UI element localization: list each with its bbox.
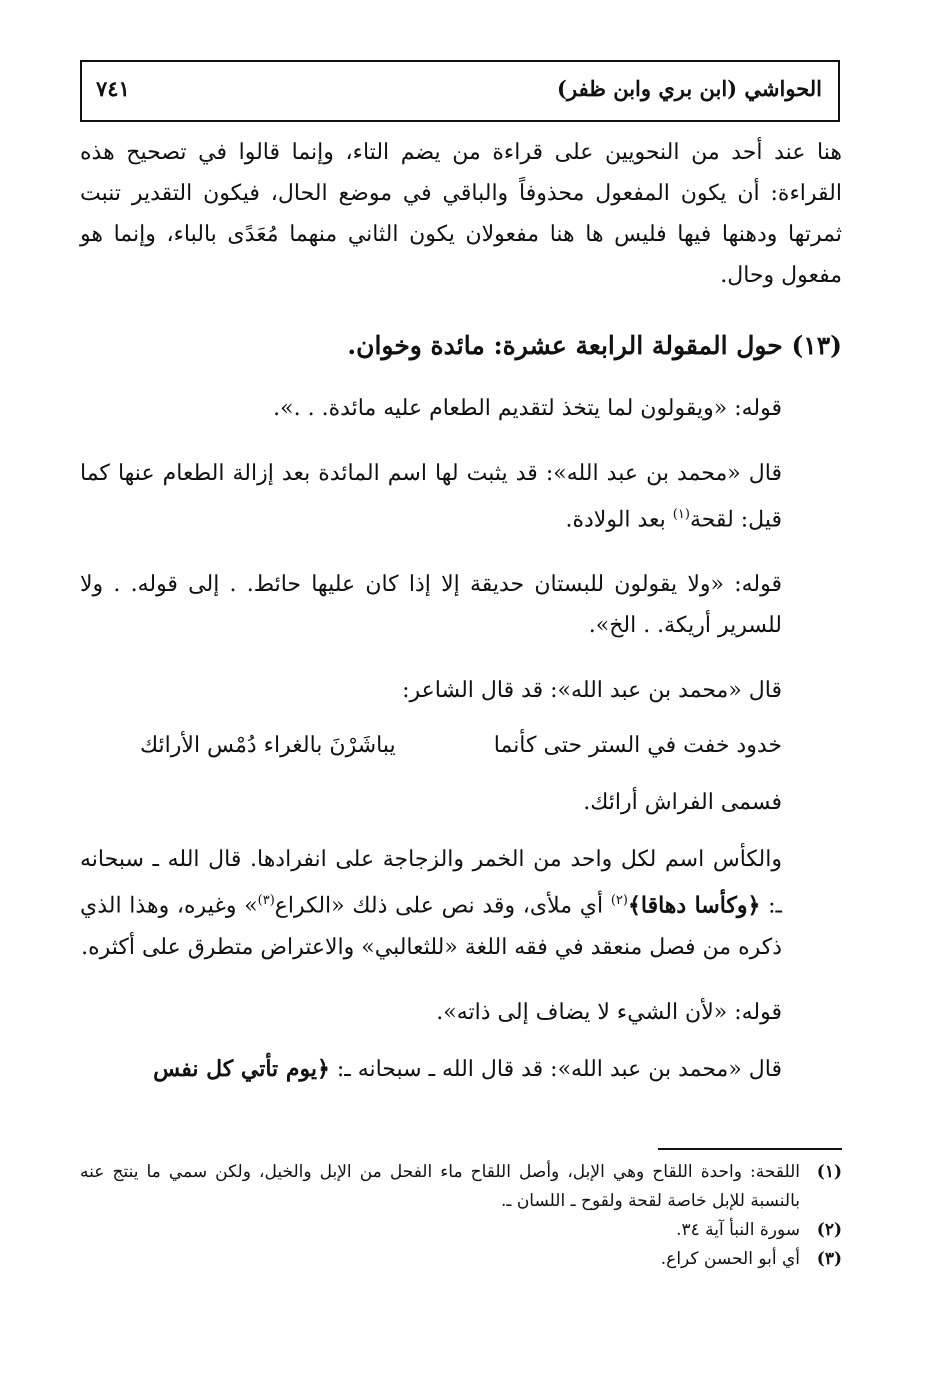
- footnote-1: [80, 1158, 842, 1216]
- footnote-text: سورة النبأ آية ٣٤.: [676, 1220, 800, 1240]
- quran-quote: ﴿وكأسا دهاقا﴾: [627, 892, 761, 919]
- section-heading: (١٣) حول المقولة الرابعة عشرة: مائدة وخوان.: [347, 331, 842, 360]
- paragraph-3: [80, 453, 842, 540]
- footnote-3: [80, 1245, 842, 1274]
- footnote-ref-2[interactable]: (٢): [610, 893, 628, 909]
- verse-second-hemistich: يباشَرْنَ بالغراء دُمْس الأرائك: [140, 733, 396, 759]
- footnote-ref-3[interactable]: (٣): [257, 893, 275, 909]
- paragraph-4: قوله: «ولا يقولون للبستان حديقة إلا إذا كان عليها حائط. . إلى قوله. . ولا للسرير أريكة. . الخ».: [80, 572, 782, 639]
- main-text: [80, 132, 842, 1090]
- paragraph-3-text-a: قال «محمد بن عبد الله»: قد يثبت لها اسم المائدة بعد إزالة الطعام عنها كما قيل: لقحة: [80, 461, 782, 533]
- paragraph-6: فسمى الفراش أرائك.: [583, 790, 782, 816]
- footnote-number: (٢): [816, 1220, 842, 1240]
- paragraph-8: قوله: «لأن الشيء لا يضاف إلى ذاته».: [436, 999, 782, 1025]
- paragraph-9-text-a: قال «محمد بن عبد الله»: قد قال الله ـ سبحانه ـ:: [329, 1056, 782, 1082]
- quran-quote-2: ﴿يوم تأتي كل نفس: [153, 1055, 330, 1082]
- paragraph-5: قال «محمد بن عبد الله»: قد قال الشاعر:: [402, 678, 782, 704]
- footnote-ref-1[interactable]: (١): [672, 507, 690, 522]
- verse-first-hemistich: خدود خفت في الستر حتى كأنما: [493, 733, 782, 759]
- footnotes: [80, 1158, 842, 1274]
- page-header: [80, 60, 840, 122]
- footnote-text: اللقحة: واحدة اللقاح وهي الإبل، وأصل اللقاح ماء الفحل من الإبل والخيل، ولكن سمي ما ينتج عنه بالنسبة للإبل خاصة لقحة ولقوح ـ اللسان ـ.: [80, 1162, 800, 1211]
- paragraph-2: قوله: «ويقولون لما يتخذ لتقديم الطعام عليه مائدة. . .».: [273, 396, 782, 421]
- footnote-number: (١): [816, 1162, 842, 1182]
- paragraph-7: [80, 839, 842, 967]
- footnote-2: [80, 1216, 842, 1245]
- footnote-separator: [658, 1148, 842, 1150]
- footnote-text: أي أبو الحسن كراع.: [660, 1249, 800, 1269]
- running-title: الحواشي (ابن بري وابن ظفر): [557, 76, 822, 101]
- paragraph-7-text-b: أي ملأى، وقد نص على ذلك «الكراع: [274, 893, 611, 919]
- paragraph-3-text-b: بعد الولادة.: [565, 507, 673, 533]
- paragraph-7-text-c: » وغيره، وهذا الذي ذكره من فصل منعقد في فقه اللغة «للثعالبي» والاعتراض متطرق على أكثره.: [80, 893, 782, 960]
- paragraph-9: [80, 1049, 842, 1090]
- paragraph-1: هنا عند أحد من النحويين على قراءة من يضم التاء، وإنما قالوا في تصحيح هذه القراءة: أن يكون المفعول محذوفاً والباقي في موضع الحال، فيكون التقدير تنبت ثمرتها ودهنها فيها فليس ها هنا مفعولان يكون الثاني منهما مُعَدًى بالباء، وإنما هو مفعول وحال.: [80, 140, 842, 288]
- poetry-verse: [80, 725, 842, 766]
- page-number: ٧٤١: [96, 76, 130, 101]
- paragraph-7-text-a: والكأس اسم لكل واحد من الخمر والزجاجة على انفرادها. قال الله ـ سبحانه ـ:: [80, 847, 782, 919]
- footnote-number: (٣): [816, 1249, 842, 1269]
